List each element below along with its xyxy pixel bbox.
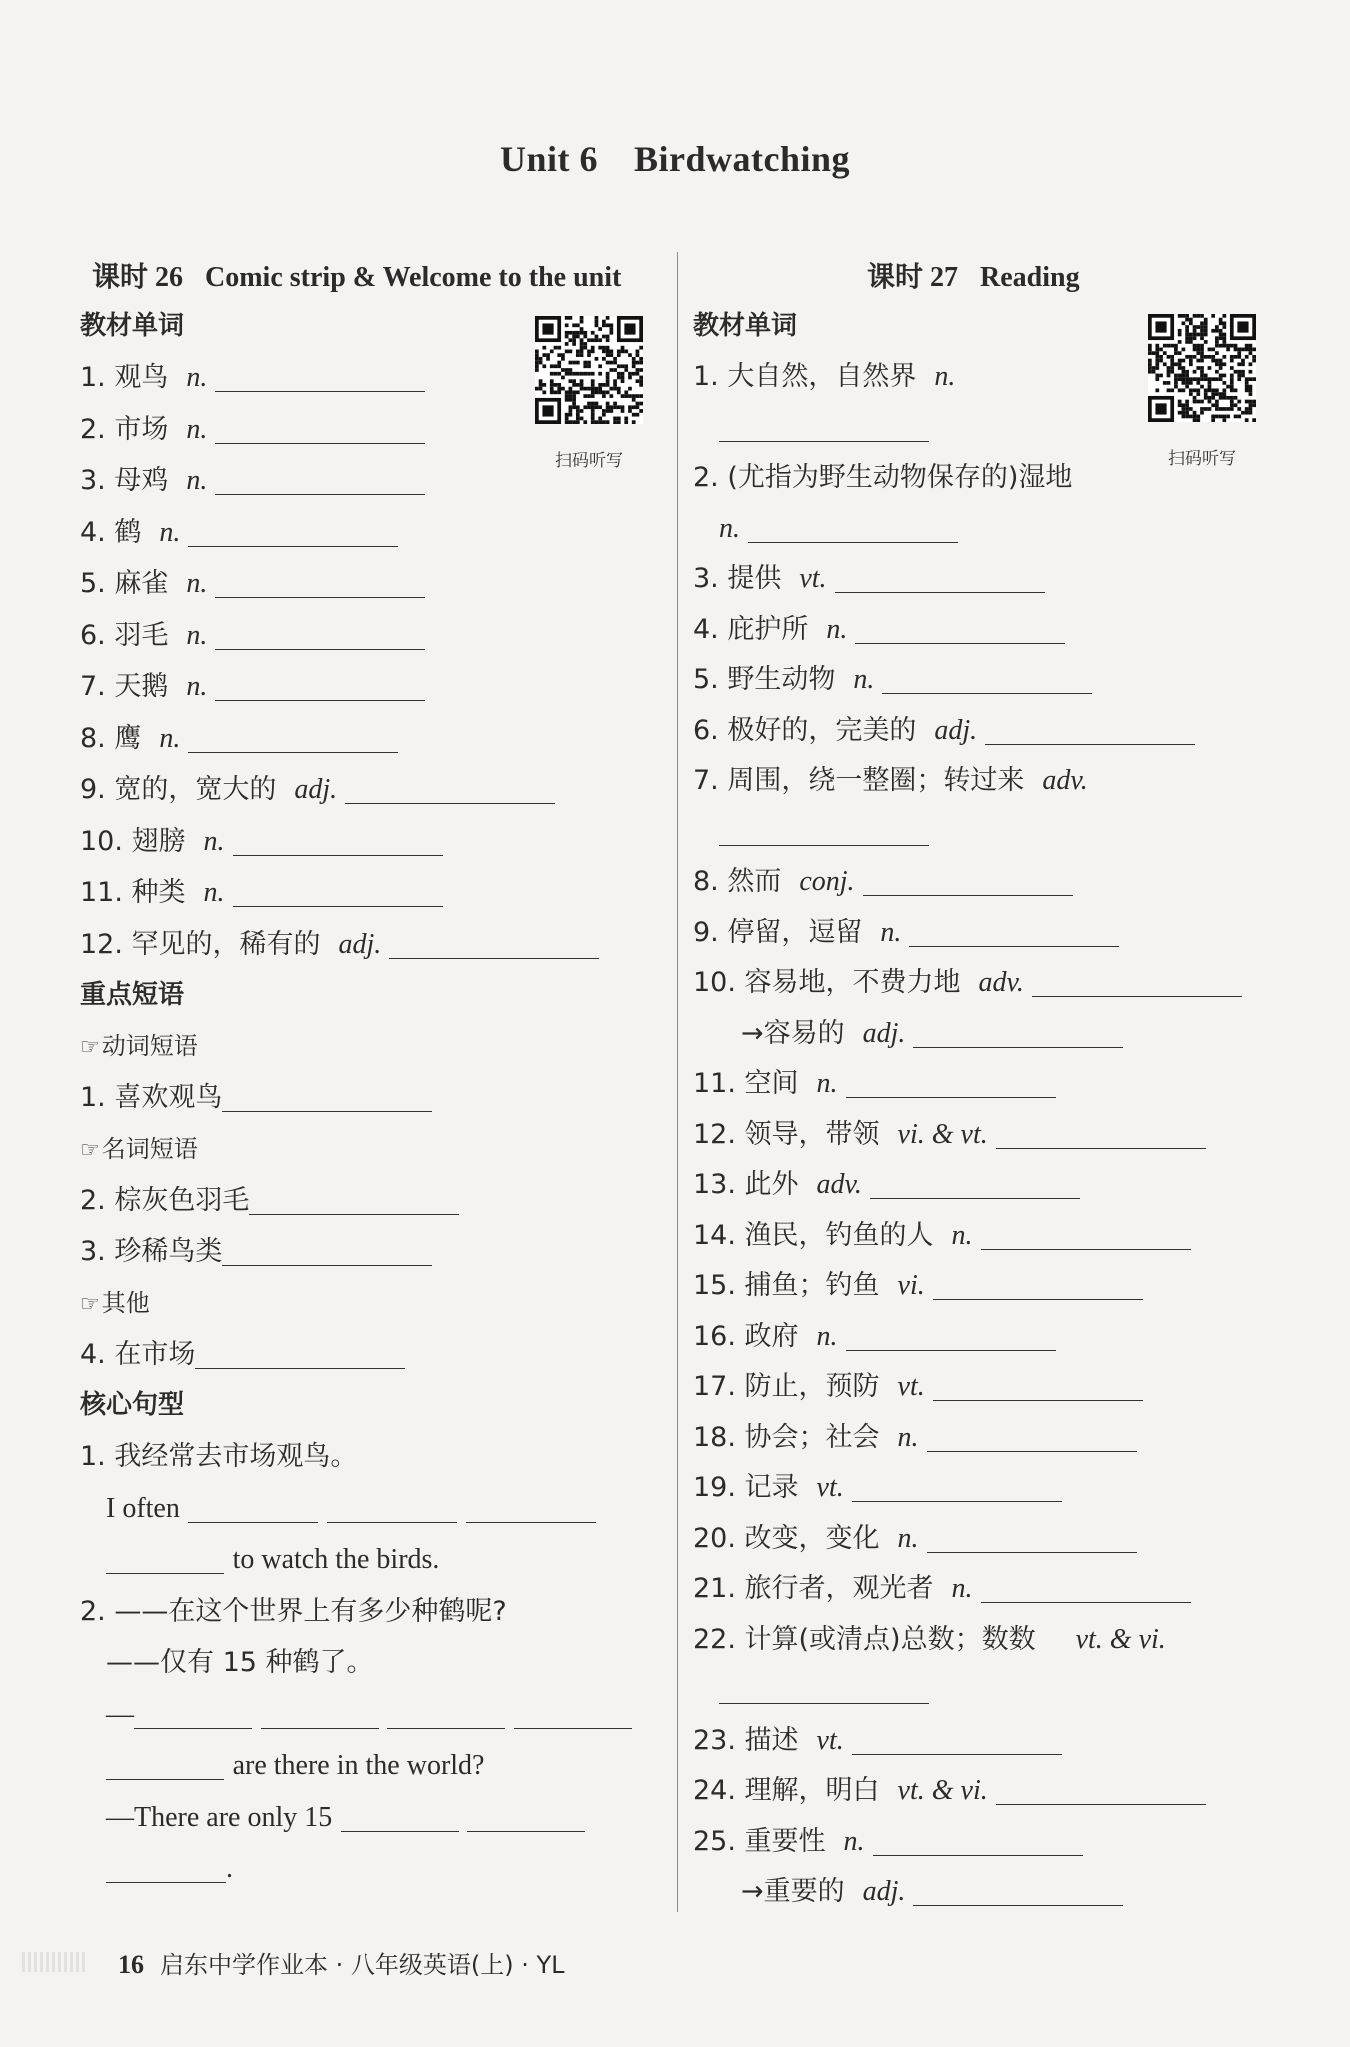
vocab-item: 20. 改变，变化 n.: [693, 1514, 1273, 1565]
vocab-item: 11. 空间 n.: [693, 1059, 1273, 1110]
pointing-hand-icon: ☞: [80, 1137, 100, 1163]
right-vocab-list-c: [693, 1059, 1273, 1615]
vocab-answer-line: [693, 807, 1273, 858]
answer-blank[interactable]: [345, 802, 555, 804]
answer-blank[interactable]: [327, 1521, 457, 1523]
answer-blank[interactable]: [188, 545, 398, 547]
vocab-item: 3. 母鸡 n.: [80, 455, 660, 507]
answer-blank[interactable]: [846, 1349, 1056, 1351]
vocab-item: 10. 容易地，不费力地 adv.: [693, 958, 1273, 1009]
page-footer: [118, 1945, 565, 1980]
pointing-hand-icon: ☞: [80, 1291, 100, 1317]
sentence-1-cn: 1. 我经常去市场观鸟。: [80, 1441, 358, 1472]
sentence-2-cn-b: ——仅有 15 种鹤了。: [106, 1647, 374, 1678]
answer-blank[interactable]: [996, 1147, 1206, 1149]
vocab-item: 1. 观鸟 n.: [80, 352, 660, 404]
vocab-item: 8. 然而 conj.: [693, 857, 1273, 908]
answer-blank[interactable]: [106, 1881, 226, 1883]
lesson-27-heading: 课时 27 Reading: [867, 262, 1080, 293]
answer-blank[interactable]: [188, 1521, 318, 1523]
answer-blank[interactable]: [835, 591, 1045, 593]
answer-blank[interactable]: [195, 1367, 405, 1369]
vocab-item: 18. 协会；社会 n.: [693, 1413, 1273, 1464]
vocab-item: 10. 翅膀 n.: [80, 816, 660, 868]
answer-blank[interactable]: [719, 440, 929, 442]
vocab-item: 9. 宽的，宽大的 adj.: [80, 764, 660, 816]
answer-blank[interactable]: [873, 1854, 1083, 1856]
book-title: 启东中学作业本 · 八年级英语(上) · YL: [160, 1951, 565, 1979]
vocab-answer-line: n.: [693, 504, 1273, 555]
left-column: [80, 255, 660, 1895]
right-vocab-list-b: [693, 857, 1273, 1009]
vocab-item: 1. 大自然，自然界 n.: [693, 361, 956, 392]
right-vocab-list-a: [693, 554, 1273, 756]
answer-blank[interactable]: [341, 1830, 459, 1832]
vocab-item: 13. 此外 adv.: [693, 1160, 1273, 1211]
answer-blank[interactable]: [748, 541, 958, 543]
answer-blank[interactable]: [215, 648, 425, 650]
answer-blank[interactable]: [870, 1197, 1080, 1199]
answer-blank[interactable]: [215, 442, 425, 444]
qr-caption: 扫码听写: [555, 451, 623, 471]
page-title: [0, 138, 1350, 180]
answer-blank[interactable]: [909, 945, 1119, 947]
sentence-2-en-a: —: [80, 1689, 660, 1741]
vocab-item: 12. 罕见的，稀有的 adj.: [80, 919, 660, 971]
vocab-item: 9. 停留，逗留 n.: [693, 908, 1273, 959]
answer-blank[interactable]: [719, 1702, 929, 1704]
answer-blank[interactable]: [927, 1450, 1137, 1452]
phrase-item: 3. 珍稀鸟类: [80, 1226, 660, 1278]
vocab-item: 8. 鹰 n.: [80, 713, 660, 765]
answer-blank[interactable]: [106, 1778, 224, 1780]
vocab-item: 4. 鹤 n.: [80, 507, 660, 559]
vocab-item: 23. 描述 vt.: [693, 1716, 1273, 1767]
sentence-1-en: I often: [80, 1483, 660, 1535]
vocab-item: 4. 庇护所 n.: [693, 605, 1273, 656]
vocab-item-derived: →容易的 adj.: [693, 1009, 1273, 1060]
answer-blank[interactable]: [215, 390, 425, 392]
answer-blank[interactable]: [233, 905, 443, 907]
footer-decoration: [22, 1952, 88, 1972]
phrase-group-label: ☞动词短语: [80, 1032, 198, 1060]
sentence-2-cn-a: 2. ——在这个世界上有多少种鹤呢?: [80, 1595, 507, 1627]
answer-blank[interactable]: [981, 1601, 1191, 1603]
vocab-item: 11. 种类 n.: [80, 867, 660, 919]
right-column: [693, 255, 1273, 1918]
answer-blank[interactable]: [927, 1551, 1137, 1553]
vocab-item: 22. 计算(或清点)总数；数数 vt. & vi.: [693, 1623, 1166, 1655]
vocab-item: 7. 周围，绕一整圈；转过来 adv.: [693, 765, 1088, 796]
answer-blank[interactable]: [996, 1803, 1206, 1805]
vocab-item: 6. 羽毛 n.: [80, 610, 660, 662]
answer-blank[interactable]: [863, 894, 1073, 896]
vocab-item: 17. 防止，预防 vt.: [693, 1362, 1273, 1413]
answer-blank[interactable]: [985, 743, 1195, 745]
vocab-item: 2. (尤指为野生动物保存的)湿地: [693, 462, 1073, 493]
answer-blank[interactable]: [846, 1096, 1056, 1098]
pointing-hand-icon: ☞: [80, 1035, 100, 1060]
answer-blank[interactable]: [933, 1298, 1143, 1300]
answer-blank[interactable]: [913, 1904, 1123, 1906]
section-phrases-title: 重点短语: [80, 980, 185, 1010]
answer-blank[interactable]: [222, 1264, 432, 1266]
answer-blank[interactable]: [106, 1572, 224, 1574]
answer-blank[interactable]: [134, 1727, 252, 1729]
phrase-item: 1. 喜欢观鸟: [80, 1072, 660, 1124]
lesson-26-heading: 课时 26 Comic strip & Welcome to the unit: [92, 262, 622, 293]
answer-blank[interactable]: [466, 1521, 596, 1523]
answer-blank[interactable]: [188, 751, 398, 753]
vocab-item: 2. 市场 n.: [80, 404, 660, 456]
vocab-item: 3. 提供 vt.: [693, 554, 1273, 605]
answer-blank[interactable]: [933, 1399, 1143, 1401]
answer-blank[interactable]: [852, 1753, 1062, 1755]
vocab-answer-line: [693, 1665, 1273, 1716]
answer-blank[interactable]: [215, 596, 425, 598]
vocab-item: 5. 野生动物 n.: [693, 655, 1273, 706]
vocab-item: 7. 天鹅 n.: [80, 661, 660, 713]
phrase-group-label: ☞名词短语: [80, 1134, 198, 1163]
answer-blank[interactable]: [261, 1727, 379, 1729]
left-vocab-list: [80, 352, 660, 970]
answer-blank[interactable]: [913, 1046, 1123, 1048]
vocab-item: 19. 记录 vt.: [693, 1463, 1273, 1514]
right-vocab-list-d: [693, 1716, 1273, 1868]
sentence-list: [80, 1431, 660, 1895]
phrase-item: 4. 在市场: [80, 1329, 660, 1381]
answer-blank[interactable]: [882, 692, 1092, 694]
phrase-group-label: ☞其他: [80, 1288, 150, 1317]
phrase-item: 2. 棕灰色羽毛: [80, 1175, 660, 1227]
vocab-item-derived: →重要的 adj.: [693, 1867, 1273, 1918]
vocab-item: 21. 旅行者，观光者 n.: [693, 1564, 1273, 1615]
answer-blank[interactable]: [233, 854, 443, 856]
answer-blank[interactable]: [215, 699, 425, 701]
sentence-2-en-c: —There are only 15: [80, 1792, 660, 1844]
answer-blank[interactable]: [389, 957, 599, 959]
answer-blank[interactable]: [981, 1248, 1191, 1250]
vocab-item: 12. 领导，带领 vi. & vt.: [693, 1110, 1273, 1161]
answer-blank[interactable]: [1032, 995, 1242, 997]
answer-blank[interactable]: [249, 1213, 459, 1215]
vocab-item: 16. 政府 n.: [693, 1312, 1273, 1363]
qr-code-icon[interactable]: [535, 316, 643, 424]
qr-code-icon[interactable]: [1148, 314, 1256, 422]
column-divider: [677, 252, 678, 1912]
qr-caption: 扫码听写: [1168, 449, 1236, 469]
page-number: 16: [118, 1950, 144, 1979]
unit-number: Unit 6: [499, 139, 598, 179]
sentence-2-en-d: .: [80, 1843, 660, 1895]
sentence-1-en-cont: to watch the birds.: [80, 1534, 660, 1586]
answer-blank[interactable]: [852, 1500, 1062, 1502]
section-sentences-title: 核心句型: [80, 1390, 185, 1420]
answer-blank[interactable]: [467, 1830, 585, 1832]
vocab-item: 6. 极好的，完美的 adj.: [693, 706, 1273, 757]
sentence-2-en-b: are there in the world?: [80, 1740, 660, 1792]
vocab-item: 14. 渔民，钓鱼的人 n.: [693, 1211, 1273, 1262]
answer-blank[interactable]: [215, 493, 425, 495]
section-vocab-title: 教材单词: [80, 311, 185, 341]
answer-blank[interactable]: [719, 844, 929, 846]
vocab-item: 24. 理解，明白 vt. & vi.: [693, 1766, 1273, 1817]
answer-blank[interactable]: [514, 1727, 632, 1729]
left-phrase-list: [80, 1021, 660, 1380]
vocab-item: 25. 重要性 n.: [693, 1817, 1273, 1868]
answer-blank[interactable]: [855, 642, 1065, 644]
section-vocab-title: 教材单词: [693, 311, 798, 341]
vocab-item: 15. 捕鱼；钓鱼 vi.: [693, 1261, 1273, 1312]
vocab-item: 5. 麻雀 n.: [80, 558, 660, 610]
answer-blank[interactable]: [387, 1727, 505, 1729]
unit-name: Birdwatching: [633, 139, 851, 179]
answer-blank[interactable]: [222, 1110, 432, 1112]
